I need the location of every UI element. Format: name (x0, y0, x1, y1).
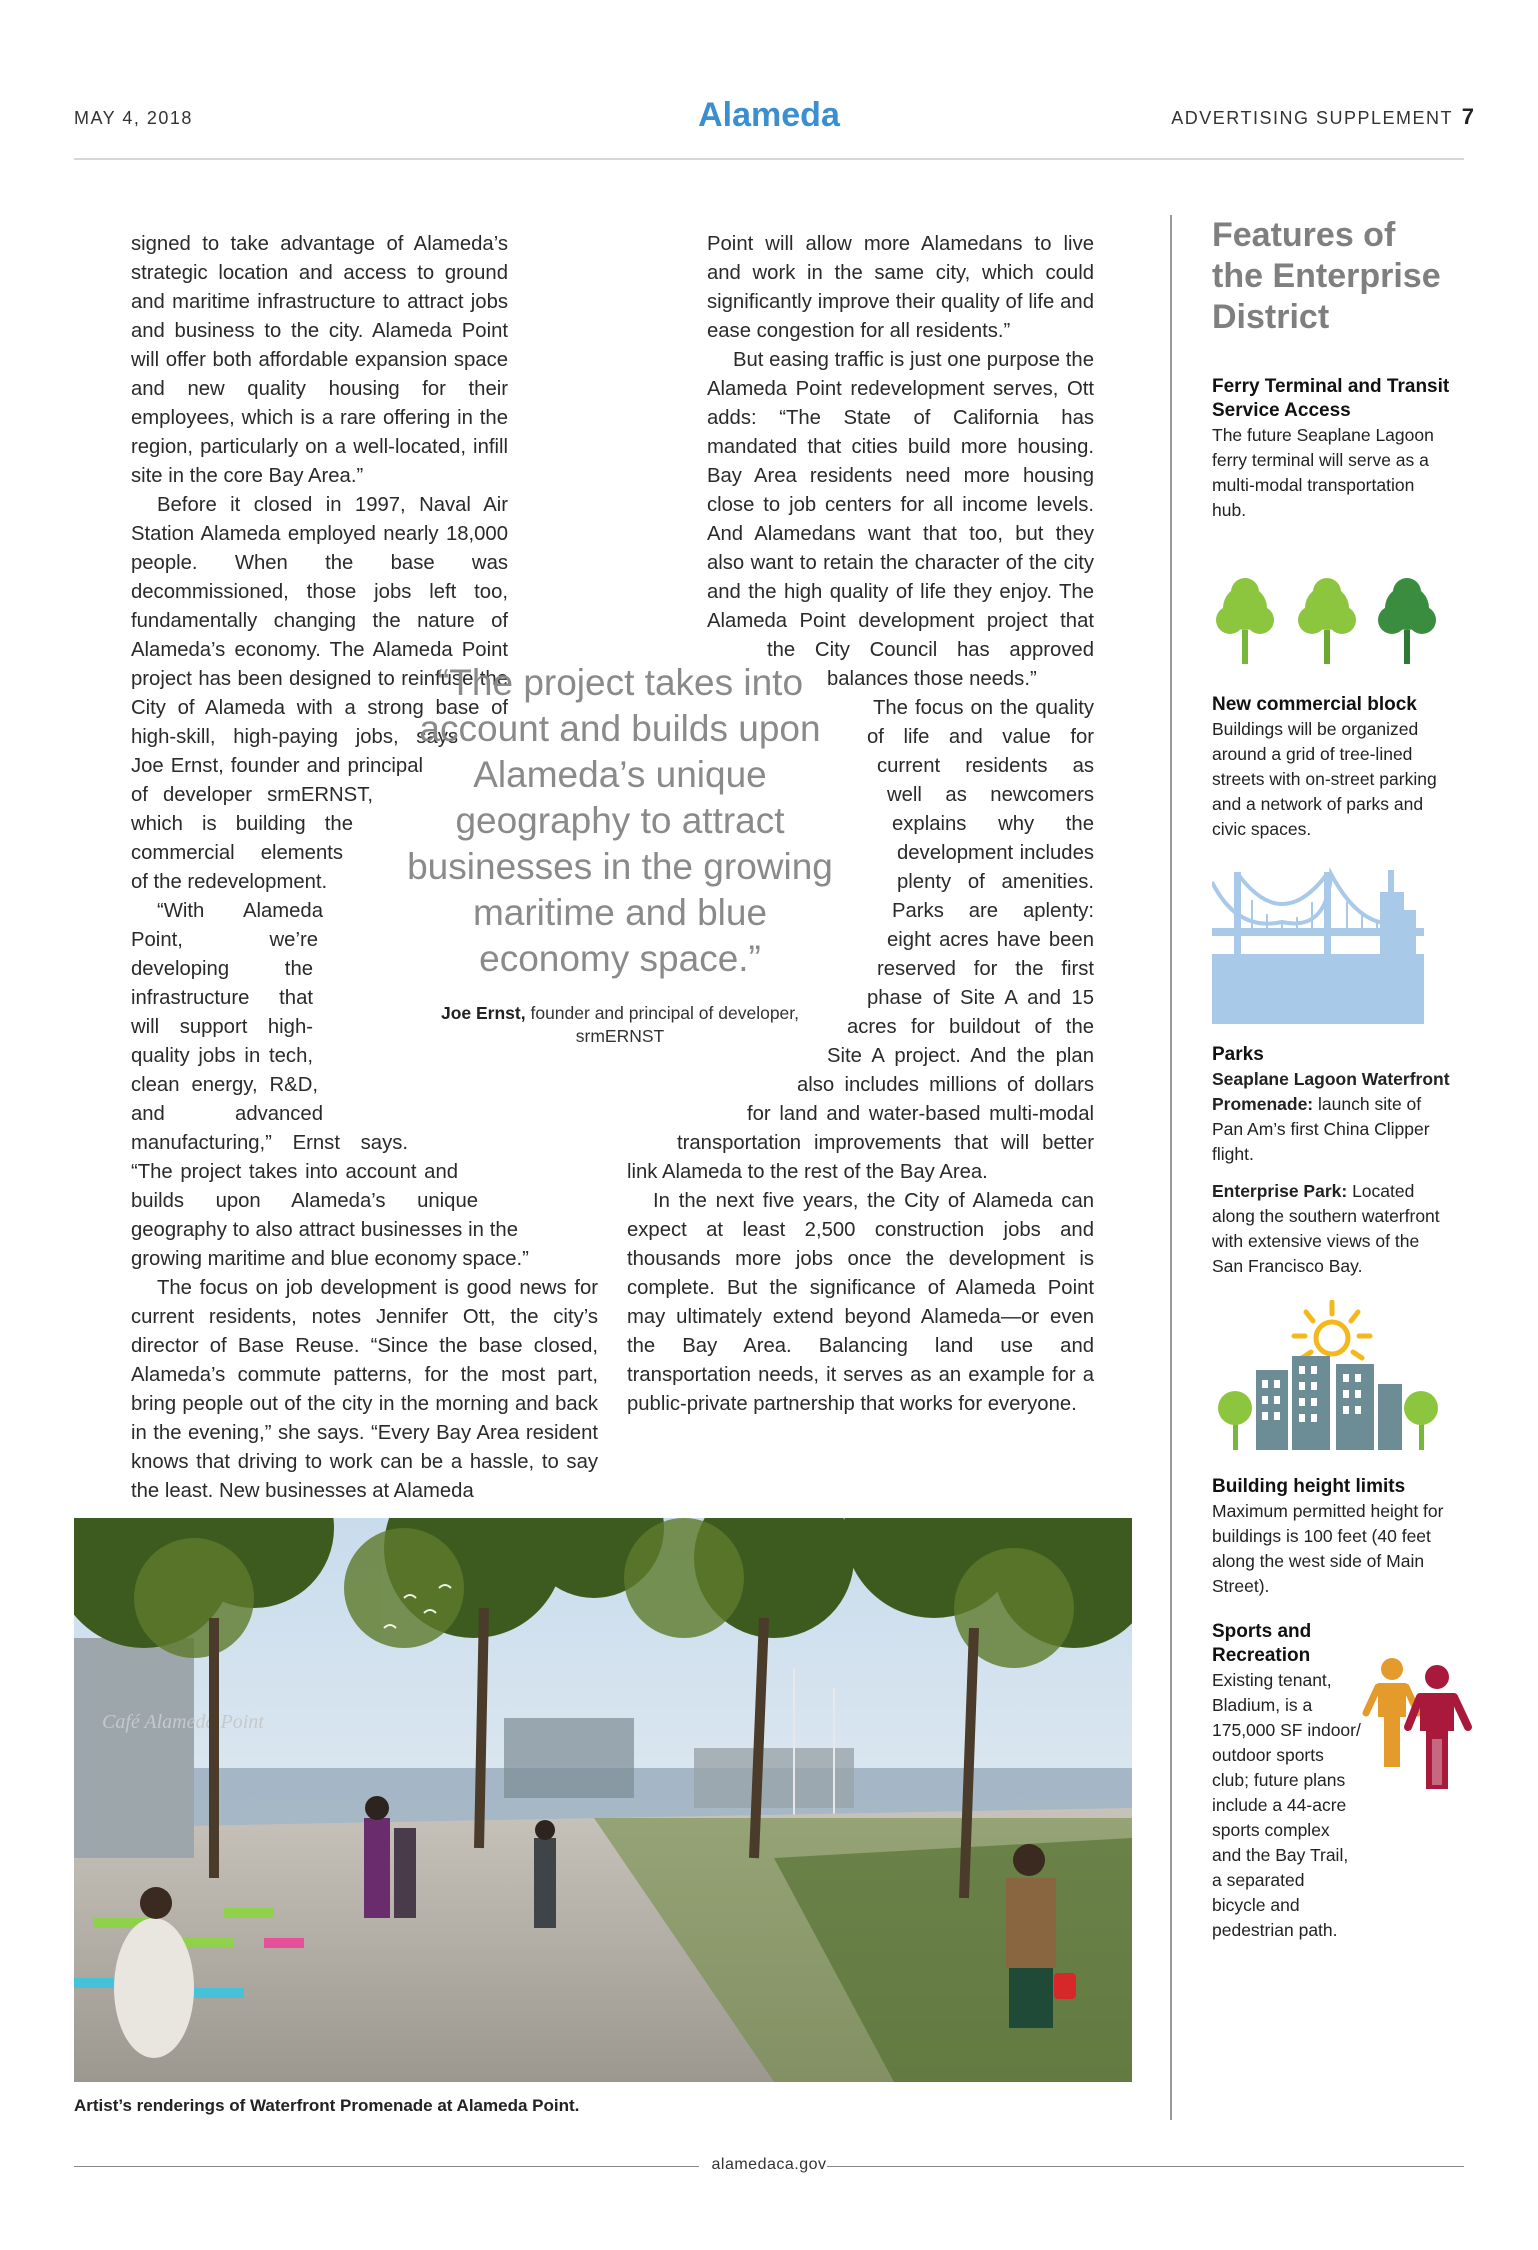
publication-title: Alameda (698, 96, 840, 134)
feature-ferry (1212, 375, 1452, 535)
feature-parks-item-1-label: Seaplane Lagoon Waterfront Promenade: (1212, 1069, 1450, 1114)
feature-parks-item-2-label: Enterprise Park: (1212, 1181, 1348, 1201)
col1-paragraph-4: The focus on job development is good news for current residents, notes Jennifer Ott, the city’s director of Base Reuse. “Since the base closed, Alameda’s commute patterns, for the most part, bring people out of the city in the morning and back in the evening,” she says. “Every Bay Area resident knows that driving to work can be a hassle, to say the least. New businesses at Alameda (131, 1277, 598, 1502)
feature-height-text: Maximum permitted height for buildings is 100 feet (40 feet along the west side of Main Street). (1212, 1501, 1444, 1596)
feature-parks-item-2 (1212, 1179, 1452, 1279)
col1-paragraph-3: “With Alameda Point, we’re developing the infrastructure that will support high-quality jobs in tech, clean energy, R&D, and advanced manufacturing,” Ernst says. “The project takes into account and builds upon Alameda’s unique geography to also attract businesses in the growing maritime and blue economy space.” (131, 900, 529, 1270)
cyclists-icon (1362, 1655, 1482, 1805)
feature-commercial-text: Buildings will be organized around a grid of tree-lined streets with on-street parking and a network of parks and civic spaces. (1212, 719, 1437, 839)
feature-ferry-text: The future Seaplane Lagoon ferry terminal will serve as a multi-modal transportation hub. (1212, 425, 1434, 520)
waterfront-promenade-rendering (74, 1518, 1132, 2082)
skyline-tree-right-icon (1404, 1391, 1438, 1450)
col2-paragraph-2: But easing traffic is just one purpose the Alameda Point redevelopment serves, Ott adds: “The State of California has mandated that cities build more housing. Bay Area residents need more housing close to job centers for all income levels. And Alamedans want that too, but they also want to retain the character of the city and the high quality of life they enjoy. The Alameda Point development project that the City Council has approved balances those needs.” (707, 349, 1094, 690)
feature-parks-item-2-text: Located along the southern waterfront with extensive views of the San Francisco Bay. (1212, 1181, 1440, 1276)
tree-mid-icon (1298, 578, 1356, 664)
supplement-label: ADVERTISING SUPPLEMENT (1171, 108, 1453, 128)
feature-height-heading: Building height limits (1212, 1476, 1406, 1497)
sidebar-divider (1170, 215, 1172, 2120)
sidebar-title: Features of the Enterprise District (1212, 216, 1441, 336)
bay-bridge-icon (1212, 862, 1424, 1024)
feature-sports (1212, 1620, 1382, 1955)
feature-sports-heading: Sports and Recreation (1212, 1621, 1312, 1666)
feature-commercial-heading: New commercial block (1212, 694, 1417, 715)
pull-quote-text: “The project takes into account and builds upon Alameda’s unique geography to attract businesses in the growing maritime and blue economy space.” (407, 662, 833, 979)
pull-quote-name: Joe Ernst, (440, 1003, 526, 1023)
col2-paragraph-3: The focus on the quality of life and value for current residents as well as newcomers explains why the development includes plenty of amenities. Parks are aplenty: eight acres have been reserved for the first phase of Site A and 15 acres for buildout of the Site A project. And the plan also includes millions of dollars for land and water-based multi-modal transportation improvements that will better link Alameda to the rest of the Bay Area. (627, 697, 1094, 1183)
pull-quote-role: founder and principal of developer, srmERNST (530, 1003, 800, 1046)
feature-parks-item-1-text: launch site of Pan Am’s first China Clipper flight. (1212, 1094, 1430, 1164)
photo-caption: Artist’s renderings of Waterfront Promenade at Alameda Point. (74, 2096, 580, 2115)
page-number: 7 (1461, 104, 1474, 129)
skyline-tree-left-icon (1218, 1391, 1252, 1450)
city-skyline-icon (1212, 1300, 1444, 1450)
trees-icon (1212, 572, 1452, 672)
tree-dark-icon (1378, 578, 1436, 664)
footer-website[interactable]: alamedaca.gov (711, 2156, 827, 2173)
cafe-sign: Café Alameda Point (102, 1711, 264, 1733)
feature-commercial (1212, 693, 1452, 854)
pull-quote-attribution (400, 1002, 840, 1048)
issue-date: MAY 4, 2018 (74, 108, 193, 128)
feature-sports-text-lead: Existing tenant, Bladium, is a 175,000 SF indoor/ outdoor sports club; future plans include a 44-acre sports complex and the Bay Trail, a separated bicycle and pedestrian path. (1212, 1670, 1361, 1940)
header-rule (74, 158, 1464, 160)
feature-parks (1212, 1043, 1452, 1291)
feature-parks-item-1 (1212, 1067, 1452, 1167)
col1-paragraph-1: signed to take advantage of Alameda’s strategic location and access to ground and maritime infrastructure to attract jobs and business to the city. Alameda Point will offer both affordable expansion space and new quality housing for their employees, which is a rare offering in the region, particularly on a well-located, infill site in the core Bay Area.” (131, 233, 508, 487)
feature-ferry-heading: Ferry Terminal and Transit Service Access (1212, 376, 1450, 421)
col2-paragraph-4: In the next five years, the City of Alameda can expect at least 2,500 construction jobs and thousands more jobs once the development is complete. But the significance of Alameda Point may ultimately extend beyond Alameda—or even the Bay Area. Balancing land use and transportation needs, it serves as an example for a public-private partnership that works for everyone. (627, 1190, 1094, 1415)
feature-height (1212, 1475, 1452, 1611)
cyclist-red-icon (1408, 1665, 1468, 1789)
sun-icon (1294, 1302, 1370, 1358)
pull-quote (400, 660, 840, 1048)
col2-paragraph-1: Point will allow more Alamedans to live and work in the same city, which could significantly improve their quality of life and ease congestion for all residents.” (707, 233, 1094, 342)
feature-parks-heading: Parks (1212, 1044, 1264, 1065)
tree-light-icon (1216, 578, 1274, 664)
col1-paragraph-2: Before it closed in 1997, Naval Air Station Alameda employed nearly 18,000 people. When the base was decommissioned, those jobs left too, fundamentally changing the nature of Alameda’s economy. The Alameda Point project has been designed to reinfuse the City of Alameda with a strong base of high-skill, high-paying jobs, says Joe Ernst, founder and principal of developer srmERNST, which is building the commercial elements of the redevelopment. (131, 494, 508, 893)
